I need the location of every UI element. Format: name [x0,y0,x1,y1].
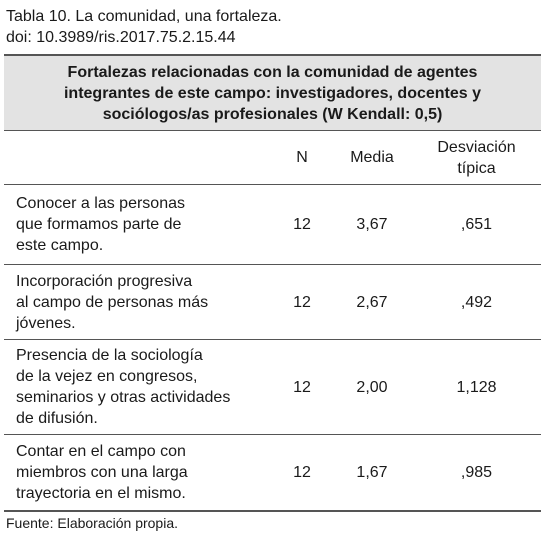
row-media: 3,67 [356,216,388,233]
table-caption [6,6,282,48]
row-label-line: que formamos parte de [16,216,182,233]
header-media: Media [350,149,394,166]
row-media: 2,67 [356,293,388,311]
row-label [4,435,272,510]
row-label [4,340,272,434]
row-label-line: seminarios y otras actividades [16,389,231,406]
row-label-line: miembros con una larga [16,464,188,481]
row-media: 1,67 [356,464,388,481]
row-n: 12 [293,378,311,396]
header-desviacion-line2: típica [457,159,496,177]
row-label [4,185,272,264]
header-empty [4,131,272,184]
table-source: Fuente: Elaboración propia. [6,515,178,531]
row-label-line: Presencia de la sociología [16,347,203,364]
row-label-line: jóvenes. [16,314,76,332]
header-n: N [296,149,308,166]
row-desviacion: 1,128 [456,378,497,396]
row-label-line: este campo. [16,237,104,254]
row-desviacion: ,651 [460,216,493,233]
row-label-line: trayectoria en el mismo. [16,485,186,502]
row-label [4,265,272,339]
header-row [4,131,541,185]
row-label-line: Conocer a las personas [16,195,185,212]
row-n: 12 [293,293,311,311]
header-desviacion [412,131,541,184]
row-desviacion: ,985 [460,464,493,481]
row-media: 2,00 [356,378,388,396]
table-title-line: integrantes de este campo: investigadores, docentes y [63,84,482,102]
row-label-line: Incorporación progresiva [16,272,193,290]
table-title-line: Fortalezas relacionadas con la comunidad de agentes [67,63,478,81]
table-title [4,56,541,131]
row-label-line: Contar en el campo con [16,443,186,460]
caption-title: Tabla 10. La comunidad, una fortaleza. [6,8,282,25]
row-desviacion: ,492 [460,293,493,311]
table-row [4,340,541,435]
row-label-line: de difusión. [16,410,98,427]
row-label-line: al campo de personas más [16,293,209,311]
table-title-line: sociólogos/as profesionales (W Kendall: 0,5) [102,105,443,123]
header-desviacion-line1: Desviación [437,138,516,156]
data-table [4,54,541,512]
table-row [4,265,541,340]
table-row [4,435,541,510]
row-n: 12 [293,464,311,481]
table-row [4,185,541,265]
caption-doi: doi: 10.3989/ris.2017.75.2.15.44 [6,29,236,46]
row-label-line: de la vejez en congresos, [16,368,198,385]
row-n: 12 [293,216,311,233]
